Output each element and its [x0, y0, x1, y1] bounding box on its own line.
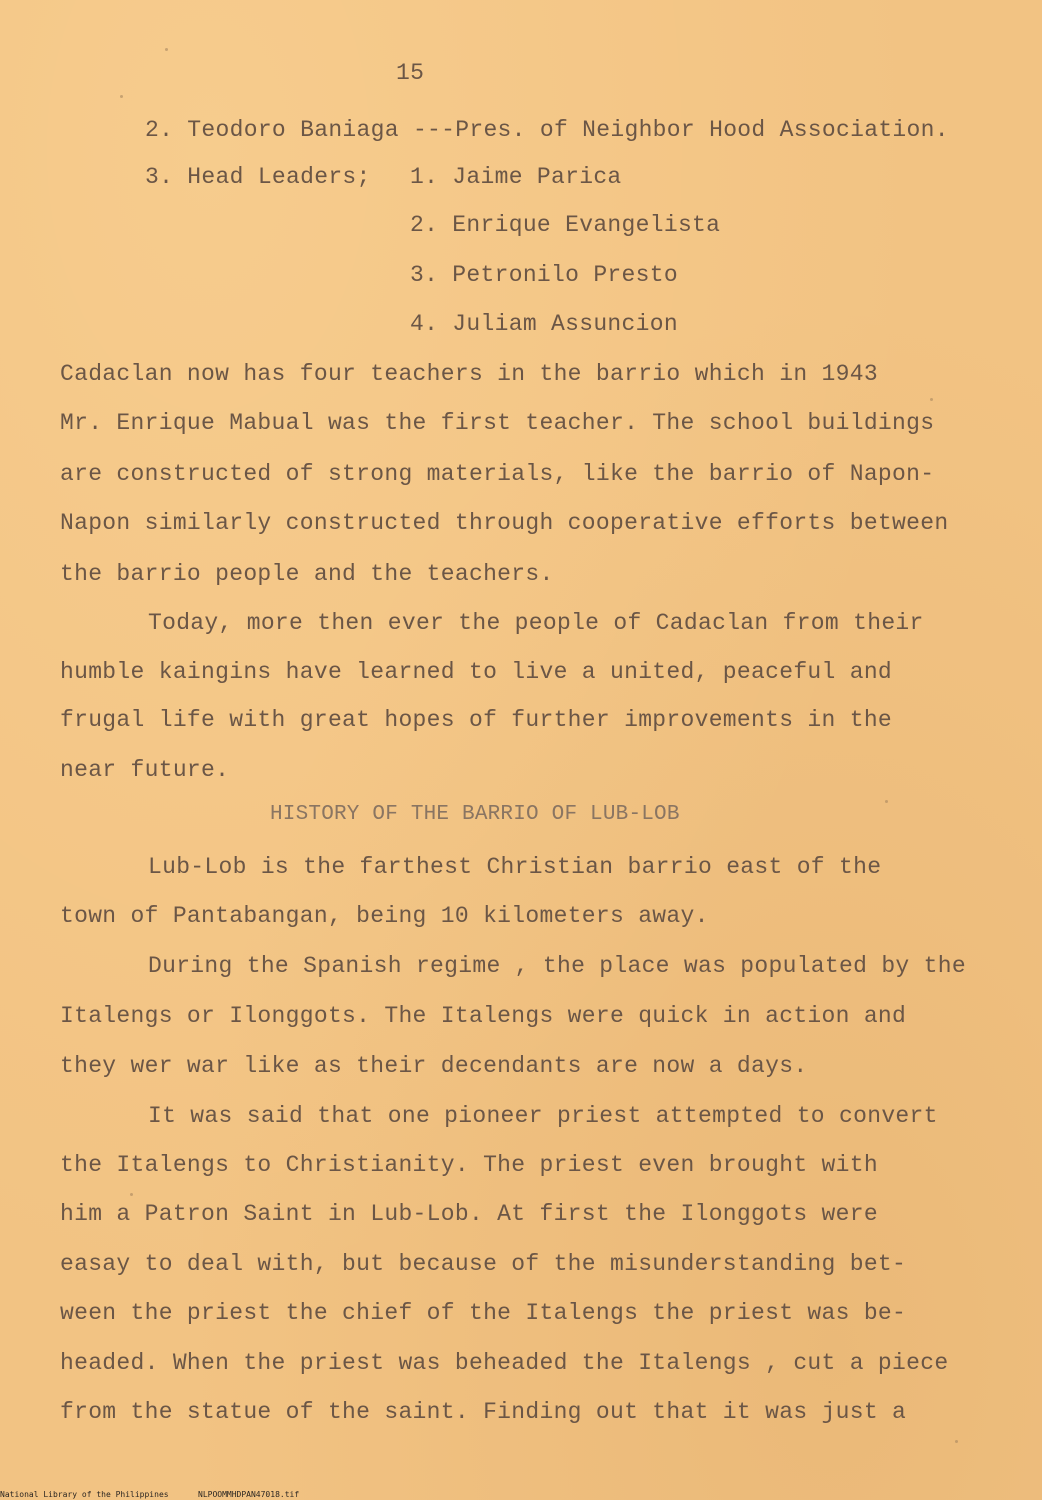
- paper-speck: [130, 1193, 133, 1196]
- paragraph-line: town of Pantabangan, being 10 kilometers away.: [60, 903, 709, 929]
- paper-speck: [165, 48, 168, 51]
- paragraph-line: headed. When the priest was beheaded the Italengs , cut a piece: [60, 1350, 949, 1376]
- paragraph-line: humble kaingins have learned to live a united, peaceful and: [60, 659, 893, 685]
- footer-institution: National Library of the Philippines: [0, 1490, 169, 1499]
- leader-item: 2. Enrique Evangelista: [410, 212, 721, 238]
- paragraph-line: During the Spanish regime , the place was populated by the: [148, 953, 966, 979]
- list-item-neighborhood-president: 2. Teodoro Baniaga ---Pres. of Neighbor Hood Association.: [145, 117, 949, 143]
- paper-speck: [955, 1440, 958, 1443]
- footer-filename: NLPOOMMHDPAN47018.tif: [198, 1490, 300, 1499]
- paragraph-line: Italengs or Ilonggots. The Italengs were quick in action and: [60, 1003, 907, 1029]
- paragraph-line: near future.: [60, 757, 230, 783]
- paragraph-line: are constructed of strong materials, like the barrio of Napon-: [60, 461, 935, 487]
- paragraph-line: Today, more then ever the people of Cadaclan from their: [148, 610, 924, 636]
- paragraph-line: they wer war like as their decendants are now a days.: [60, 1053, 808, 1079]
- paragraph-line: Napon similarly constructed through cooperative efforts between: [60, 510, 949, 536]
- paragraph-line: frugal life with great hopes of further improvements in the: [60, 707, 893, 733]
- paragraph-line: easay to deal with, but because of the misunderstanding bet-: [60, 1251, 907, 1277]
- paper-speck: [120, 95, 123, 98]
- paragraph-line: It was said that one pioneer priest attempted to convert: [148, 1103, 938, 1129]
- paragraph-line: the Italengs to Christianity. The priest even brought with: [60, 1152, 878, 1178]
- paragraph-line: ween the priest the chief of the Italengs the priest was be-: [60, 1300, 907, 1326]
- section-heading: HISTORY OF THE BARRIO OF LUB-LOB: [270, 803, 680, 826]
- paragraph-line: the barrio people and the teachers.: [60, 561, 554, 587]
- paragraph-line: him a Patron Saint in Lub-Lob. At first the Ilonggots were: [60, 1201, 878, 1227]
- paragraph-line: Cadaclan now has four teachers in the barrio which in 1943: [60, 361, 878, 387]
- leader-item: 3. Petronilo Presto: [410, 262, 678, 288]
- paragraph-line: Mr. Enrique Mabual was the first teacher. The school buildings: [60, 410, 935, 436]
- paragraph-line: from the statue of the saint. Finding out that it was just a: [60, 1399, 907, 1425]
- leader-item: 4. Juliam Assuncion: [410, 311, 678, 337]
- leader-item: 1. Jaime Parica: [410, 164, 622, 190]
- paper-speck: [885, 800, 888, 803]
- paragraph-line: Lub-Lob is the farthest Christian barrio east of the: [148, 854, 882, 880]
- paper-speck: [930, 398, 933, 401]
- page-number: 15: [396, 60, 425, 86]
- list-item-head-leaders-label: 3. Head Leaders;: [145, 164, 371, 190]
